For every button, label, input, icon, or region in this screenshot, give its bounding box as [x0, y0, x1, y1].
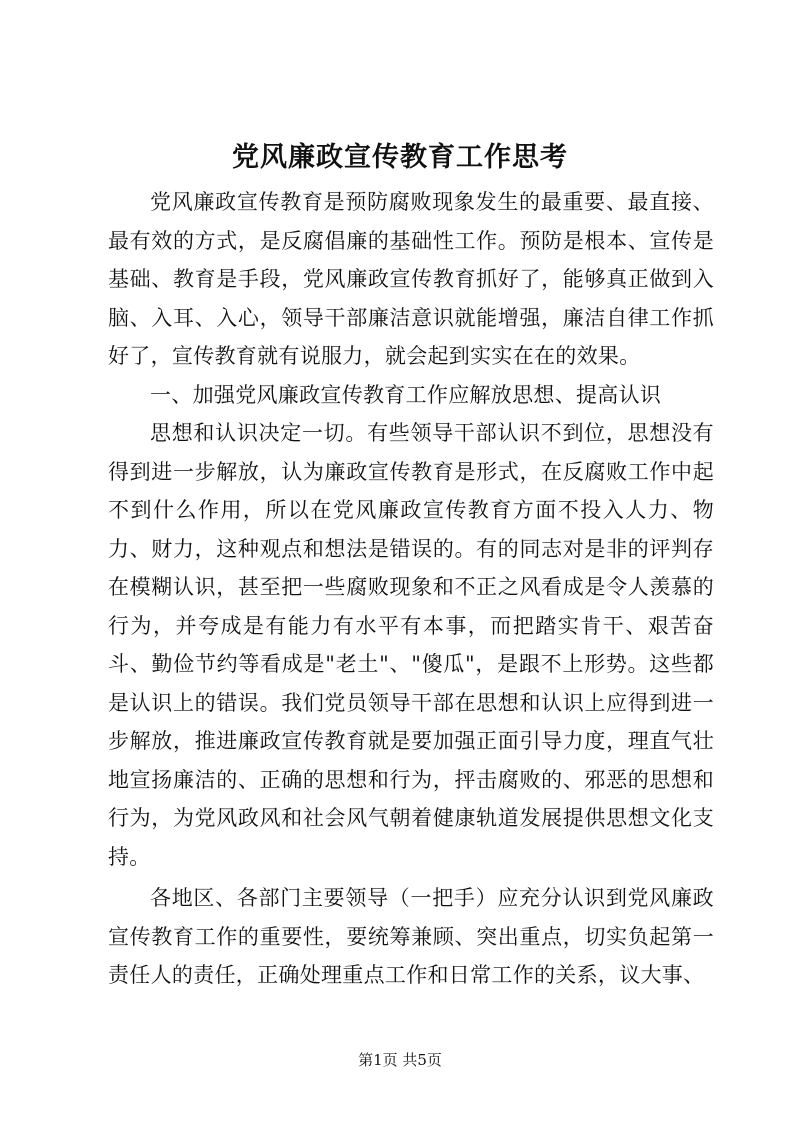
- section-heading-1: 一、加强党风廉政宣传教育工作应解放思想、提高认识: [150, 382, 662, 407]
- paragraph-intro: 党风廉政宣传教育是预防腐败现象发生的最重要、最直接、最有效的方式，是反腐倡廉的基础性工作。预防是根本、宣传是基础、教育是手段，党风廉政宣传教育抓好了，能够真正做到入脑、入耳、入心，领导干部廉洁意识就能增强，廉洁自律工作抓好了，宣传教育就有说服力，就会起到实实在在的效果。: [108, 190, 714, 368]
- paragraph-thinking: 思想和认识决定一切。有些领导干部认识不到位，思想没有得到进一步解放，认为廉政宣传教育是形式，在反腐败工作中起不到什么作用，所以在党风廉政宣传教育方面不投入人力、物力、财力，这种观点和想法是错误的。有的同志对是非的评判存在模糊认识，甚至把一些腐败现象和不正之风看成是令人羡慕的行为，并夸成是有能力有水平有本事，而把踏实肯干、艰苦奋斗、勤俭节约等看成是"老土"、"傻瓜"，是跟不上形势。这些都是认识上的错误。我们党员领导干部在思想和认识上应得到进一步解放，推进廉政宣传教育就是要加强正面引导力度，理直气壮地宣扬廉洁的、正确的思想和行为，抨击腐败的、邪恶的思想和行为，为党风政风和社会风气朝着健康轨道发展提供思想文化支持。: [108, 421, 714, 869]
- page-number-footer: 第1页 共5页: [358, 1051, 442, 1069]
- paragraph-leaders: 各地区、各部门主要领导（一把手）应充分认识到党风廉政宣传教育工作的重要性，要统筹兼顾、突出重点，切实负起第一责任人的责任，正确处理重点工作和日常工作的关系，议大事、: [108, 886, 714, 987]
- document-body: [108, 183, 714, 995]
- document-title: 党风廉政宣传教育工作思考: [232, 142, 568, 173]
